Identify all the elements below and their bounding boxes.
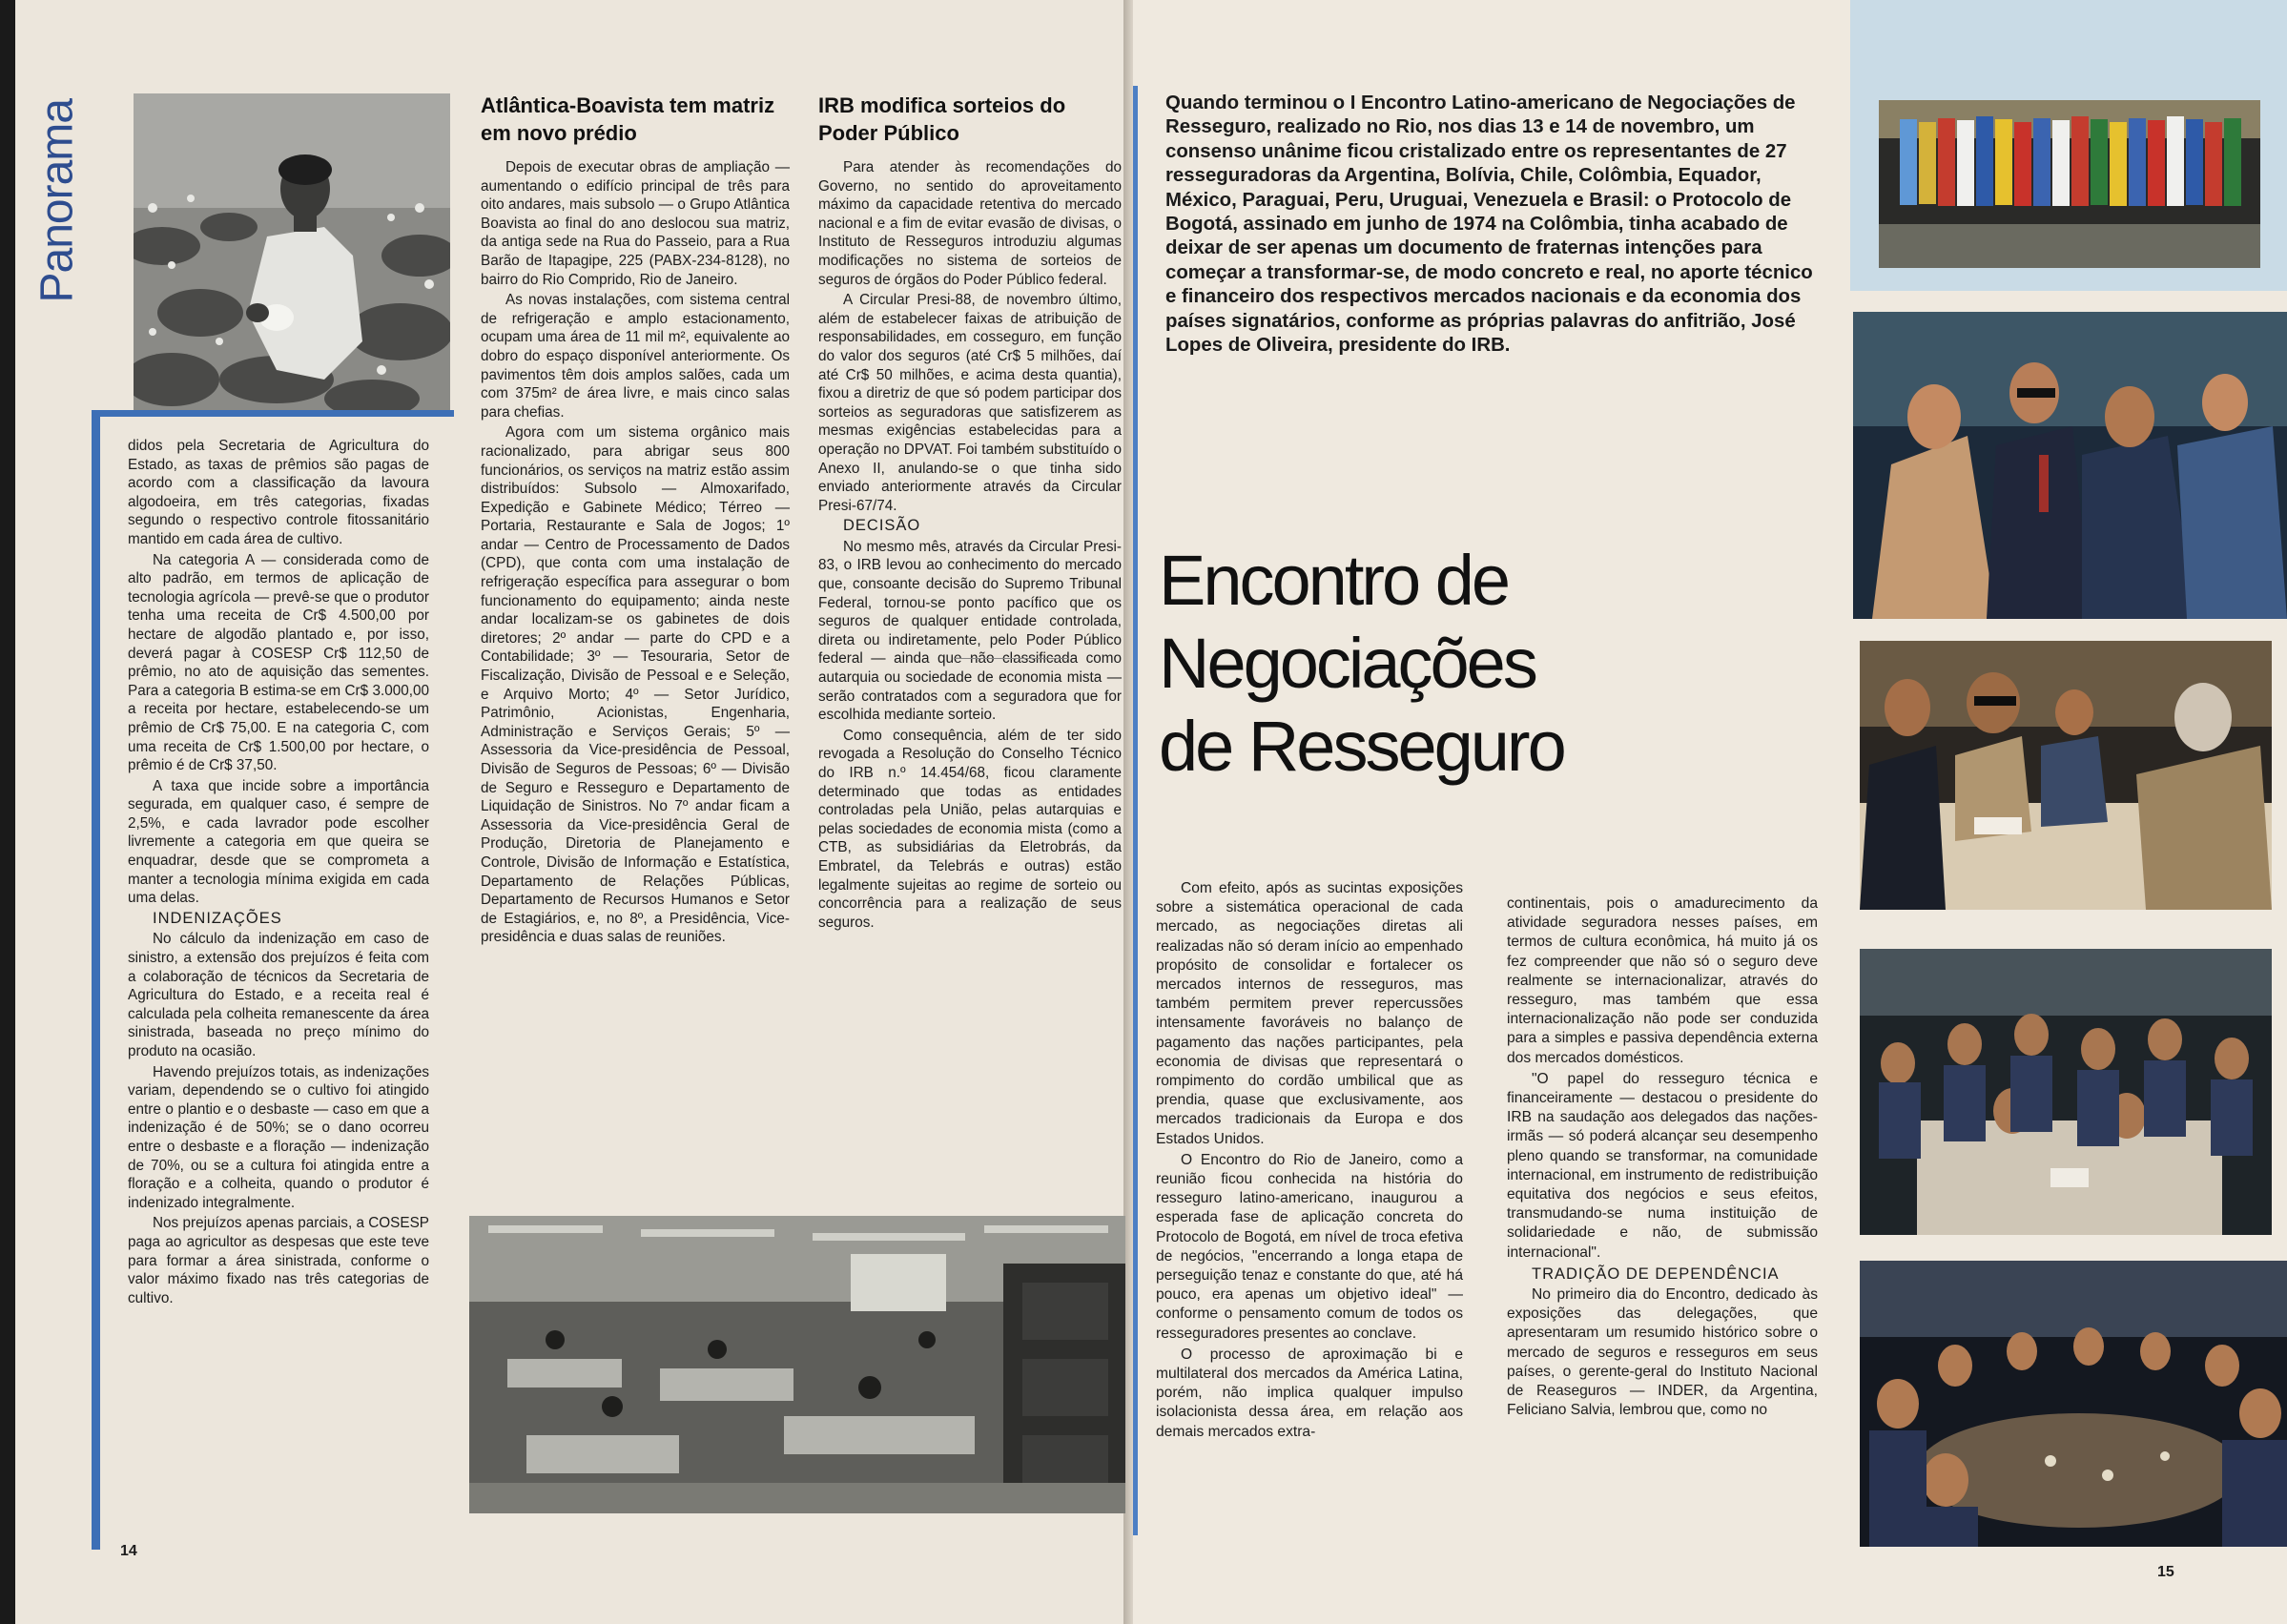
paragraph: Para atender às recomendações do Governo, no sentido do aproveitamento máximo da capacidade retentiva do mercado nacional e a fim de evitar evasão de divisas, o Instituto de Resseguros introduziu algumas modificações no sistema de sorteios de seguros de órgãos do Poder Público federal. bbox=[818, 159, 1122, 288]
title-line: Negociações bbox=[1159, 623, 1535, 703]
paragraph: Agora com um sistema orgânico mais racionalizado, para abrigar seus 800 funcionários, os serviços na matriz estão assim distribuídos: Subsolo — Almoxarifado, Expedição e Gabinete Médico; Térreo — Portaria, Restaurante e Sala de Jogos; 1º andar — Centro de Processamento de Dados (CPD), que conta com uma instalação de refrigeração específica para assegurar o bom funcionamento do equipamento; ainda neste andar localizam-se os gabinetes de dois diretores; 2º andar — parte do CPD e a Contabilidade; 3º — Tesouraria, Setor de Fiscalização, Divisão de Pessoal e e Seleção, e Arquivo Morto; 4º — Setor Jurídico, Patrimônio, Acionistas, Engenharia, Administração e Serviços Gerais; 5º — Assessoria da Vice-presidência de Pessoal, Divisão de Seguros de Pessoas; 6º — Divisão de Seguro e Resseguro e Departamento de Liquidação de Sinistros. No 7º andar ficam a Assessoria da Vice-presidência Geral de Produção, Diretoria de Planejamento e Controle, Divisão de Informação e Estatística, Departamento de Relações Públicas, Departamento de Recursos Humanos e Setor de Estagiários, e, no 8º, a Presidência, Vice-presidência e duas salas de reuniões. bbox=[481, 424, 790, 946]
accent-bar-vertical bbox=[92, 410, 100, 1550]
headline-irb: IRB modifica sorteios do Poder Público bbox=[818, 93, 1066, 145]
accent-bar-horizontal bbox=[92, 410, 454, 417]
right-col-2 bbox=[1507, 894, 1818, 1422]
photo-delegation-meeting bbox=[1860, 949, 2272, 1235]
photo-flags-panel bbox=[1850, 0, 2287, 291]
subhead-indenizacoes: INDENIZAÇÕES bbox=[153, 909, 282, 927]
article-title bbox=[1159, 539, 1636, 788]
paragraph: A Circular Presi-88, de novembro último, além de estabelecer faixas de atribuição de responsabilidades, em cosseguro, em função do valor dos seguros (até Cr$ 5 milhões, daí até Cr$ 50 milhões, e acima desta quantia), fixou a diretriz de que só podem participar dos sorteios as seguradoras que satisfizerem as mesmas exigências estabelecidas para a operação no DPVAT. Foi também substituído o Anexo II, anulando-se o que tinha sido enviado anteriormente através da Circular Presi-67/74. bbox=[818, 292, 1122, 514]
accent-bar-right bbox=[1133, 86, 1138, 1535]
photo-delegates-talking bbox=[1853, 312, 2287, 619]
subhead-decisao: DECISÃO bbox=[843, 517, 921, 535]
photo-round-table bbox=[1860, 1261, 2287, 1547]
page-number-left: 14 bbox=[120, 1543, 137, 1559]
left-col-1 bbox=[128, 437, 429, 1309]
left-col-2 bbox=[481, 92, 790, 949]
photo-cotton-farmer bbox=[134, 93, 450, 410]
paragraph: "O papel do resseguro técnica e financeiramente — destacou o presidente do IRB na saudação aos delegados das nações-irmãs — só poderá alcançar seu desempenho pleno quando se transformar, na comunidade internacional, em instrumento de redistribuição equitativa dos negócios e seus efeitos, transmudando-se numa instituição de solidariedade e não, de submissão internacional". bbox=[1507, 1070, 1818, 1261]
page-number-right: 15 bbox=[2157, 1564, 2174, 1580]
paragraph: As novas instalações, com sistema central de refrigeração e amplo estacionamento, ocupam uma área de 11 mil m², equivalente ao dobro do espaço disponível anteriormente. Os pavimentos têm dois amplos salões, cada um com 375m² de área livre, e mais cinco salas para chefias. bbox=[481, 292, 790, 421]
left-col-3 bbox=[818, 92, 1122, 934]
subhead-tradicao: TRADIÇÃO DE DEPENDÊNCIA bbox=[1532, 1264, 1780, 1283]
photo-office-floor bbox=[469, 1216, 1125, 1513]
paragraph: No mesmo mês, através da Circular Presi-83, o IRB levou ao conhecimento do mercado que, consoante decisão do Supremo Tribunal Federal, tornou-se ponto pacífico que os seguros de qualquer entidade controlada, direta ou indiretamente, pelo Poder Público federal — ainda que não classificada como autarquia ou sociedade de economia mista — serão contratados com a seguradora que for escolhida mediante sorteio. bbox=[818, 538, 1122, 724]
paragraph: O processo de aproximação bi e multilateral dos mercados da América Latina, porém, não implica qualquer impulso isolacionista dessa área, em relação aos demais mercados extra- bbox=[1156, 1346, 1463, 1440]
divider-rule bbox=[954, 658, 1068, 659]
paragraph: continentais, pois o amadurecimento da atividade seguradora nesses países, em termos de cultura econômica, há muito já os fez compreender que não só o seguro deve realmente se internacionalizar, através do resseguro, mas também que essa internacionalização não pode ser conduzida para a simples e passiva dependência externa dos mercados domésticos. bbox=[1507, 895, 1818, 1066]
intro-lead: Quando terminou o I Encontro Latino-americano de Negociações de Resseguro, realizado no Rio, nos dias 13 e 14 de novembro, um consenso unânime ficou cristalizado entre os representantes de 27 resseguradoras da Argentina, Bolívia, Chile, Colômbia, Equador, México, Paraguai, Peru, Uruguai, Venezuela e Brasil: o Protocolo de Bogotá, assinado em junho de 1974 na Colômbia, tinha acabado de deixar de ser apenas um documento de fraternas intenções para começar a transformar-se, de modo concreto e real, no aporte técnico e financeiro dos respectivos mercados nacionais e da economia dos países signatários, conforme as próprias palavras do anfitrião, José Lopes de Oliveira, presidente do IRB. bbox=[1165, 93, 1813, 357]
paragraph: Com efeito, após as sucintas exposições sobre a sistemática operacional de cada mercado, as negociações diretas ali realizadas não só deram início ao empenhado propósito de consolidar e fortalecer os mercados internos de resseguros, mas também permitem prever repercussões intensamente favoráveis no balanço de pagamento das nações participantes, pela economia de divisas que representará o rompimento do cordão umbilical que as prendia, quase que exclusivamente, aos mercados tradicionais da Europa e dos Estados Unidos. bbox=[1156, 880, 1463, 1147]
paragraph: O Encontro do Rio de Janeiro, como a reunião ficou conhecida na história do resseguro latino-americano, inaugurou a esperada fase de aplicação concreta do Protocolo de Bogotá, em nível de troca efetiva de negócios, "encerrando a longa etapa de perseguição tenaz e constante do que, até há pouco, era apenas um objetivo ideal" — conforme o pensamento comum de todos os resseguradores presentes ao conclave. bbox=[1156, 1151, 1463, 1342]
photo-negotiation-table bbox=[1860, 641, 2272, 910]
section-tag-label: Panorama bbox=[31, 99, 83, 303]
title-line: de Resseguro bbox=[1159, 706, 1564, 786]
paragraph: didos pela Secretaria de Agricultura do Estado, as taxas de prêmios são pagas de acordo com a classificação da lavoura algodoeira, em três categorias, fixadas segundo o respectivo controle fitossanitário mantido em cada área de cultivo. bbox=[128, 438, 429, 547]
title-line: Encontro de bbox=[1159, 540, 1509, 620]
paragraph: Havendo prejuízos totais, as indenizações variam, dependendo se o cultivo foi atingido entre o plantio e o desbaste — caso em que a indenização é de 50%; se o dano ocorreu entre o desbaste e a floração — indenização de 70%, ou se a cultura foi atingida entre a floração e a colheita, quando o produtor é indenizado integralmente. bbox=[128, 1063, 429, 1211]
paragraph: No cálculo da indenização em caso de sinistro, a extensão dos prejuízos é feita com a colaboração de técnicos da Secretaria de Agricultura do Estado, e a receita real é calculada pela colheita remanescente da área sinistrada, baseada no preço mínimo do produto na ocasião. bbox=[128, 931, 429, 1059]
paragraph: Nos prejuízos apenas parciais, a COSESP paga ao agricultor as despesas que este teve para formar a área sinistrada, conforme o valor máximo fixado nas três categorias de cultivo. bbox=[128, 1215, 429, 1306]
paragraph: A taxa que incide sobre a importância segurada, em qualquer caso, é sempre de 2,5%, e cada lavrador pode escolher livremente a categoria em que queira se enquadrar, desde que se comprometa a manter a tecnologia mínima exigida em cada uma delas. bbox=[128, 777, 429, 907]
section-tag bbox=[29, 99, 86, 324]
headline-atlantica: Atlântica-Boavista tem matriz em novo prédio bbox=[481, 93, 775, 145]
paragraph: Como consequência, além de ter sido revogada a Resolução do Conselho Técnico do IRB n.º 14.454/68, ficou claramente determinado que todas as entidades controladas pela União, pelas autarquias e pelas sociedades de economia mista (como a CTB, as subsidiárias da Eletrobrás, da Embratel, da Telebrás e outras) estão legalmente sujeitas ao regime de sorteio ou concorrência para a realização de seus seguros. bbox=[818, 727, 1122, 931]
paragraph: Na categoria A — considerada como de alto padrão, em termos de aplicação de tecnologia agrícola — prevê-se que o produtor tenha uma receita de Cr$ 4.500,00 por hectare de algodão plantado e, por isso, deverá pagar à COSESP Cr$ 112,50 de prêmio, no ato de aquisição das sementes. Para a categoria B estima-se em Cr$ 3.000,00 a receita por hectare, estabelecendo-se um prêmio de Cr$ 75,00. E na categoria C, com uma receita de Cr$ 1.500,00 por hectare, o prêmio é de Cr$ 37,50. bbox=[128, 551, 429, 774]
paragraph: No primeiro dia do Encontro, dedicado às exposições das delegações, que apresentaram um resumido histórico sobre o mercado de seguros e resseguros em seus países, o gerente-geral do Instituto Nacional de Reaseguros — INDER, da Argentina, Feliciano Salvia, lembrou que, como no bbox=[1507, 1286, 1818, 1419]
paragraph: Depois de executar obras de ampliação — aumentando o edifício principal de três para oito andares, mais subsolo — o Grupo Atlântica Boavista ao final do ano deslocou sua matriz, da antiga sede na Rua do Passeio, para a Rua Barão de Itapagipe, 225 (PABX-234-8128), no bairro do Rio Comprido, Rio de Janeiro. bbox=[481, 159, 790, 288]
right-col-1 bbox=[1156, 879, 1463, 1444]
